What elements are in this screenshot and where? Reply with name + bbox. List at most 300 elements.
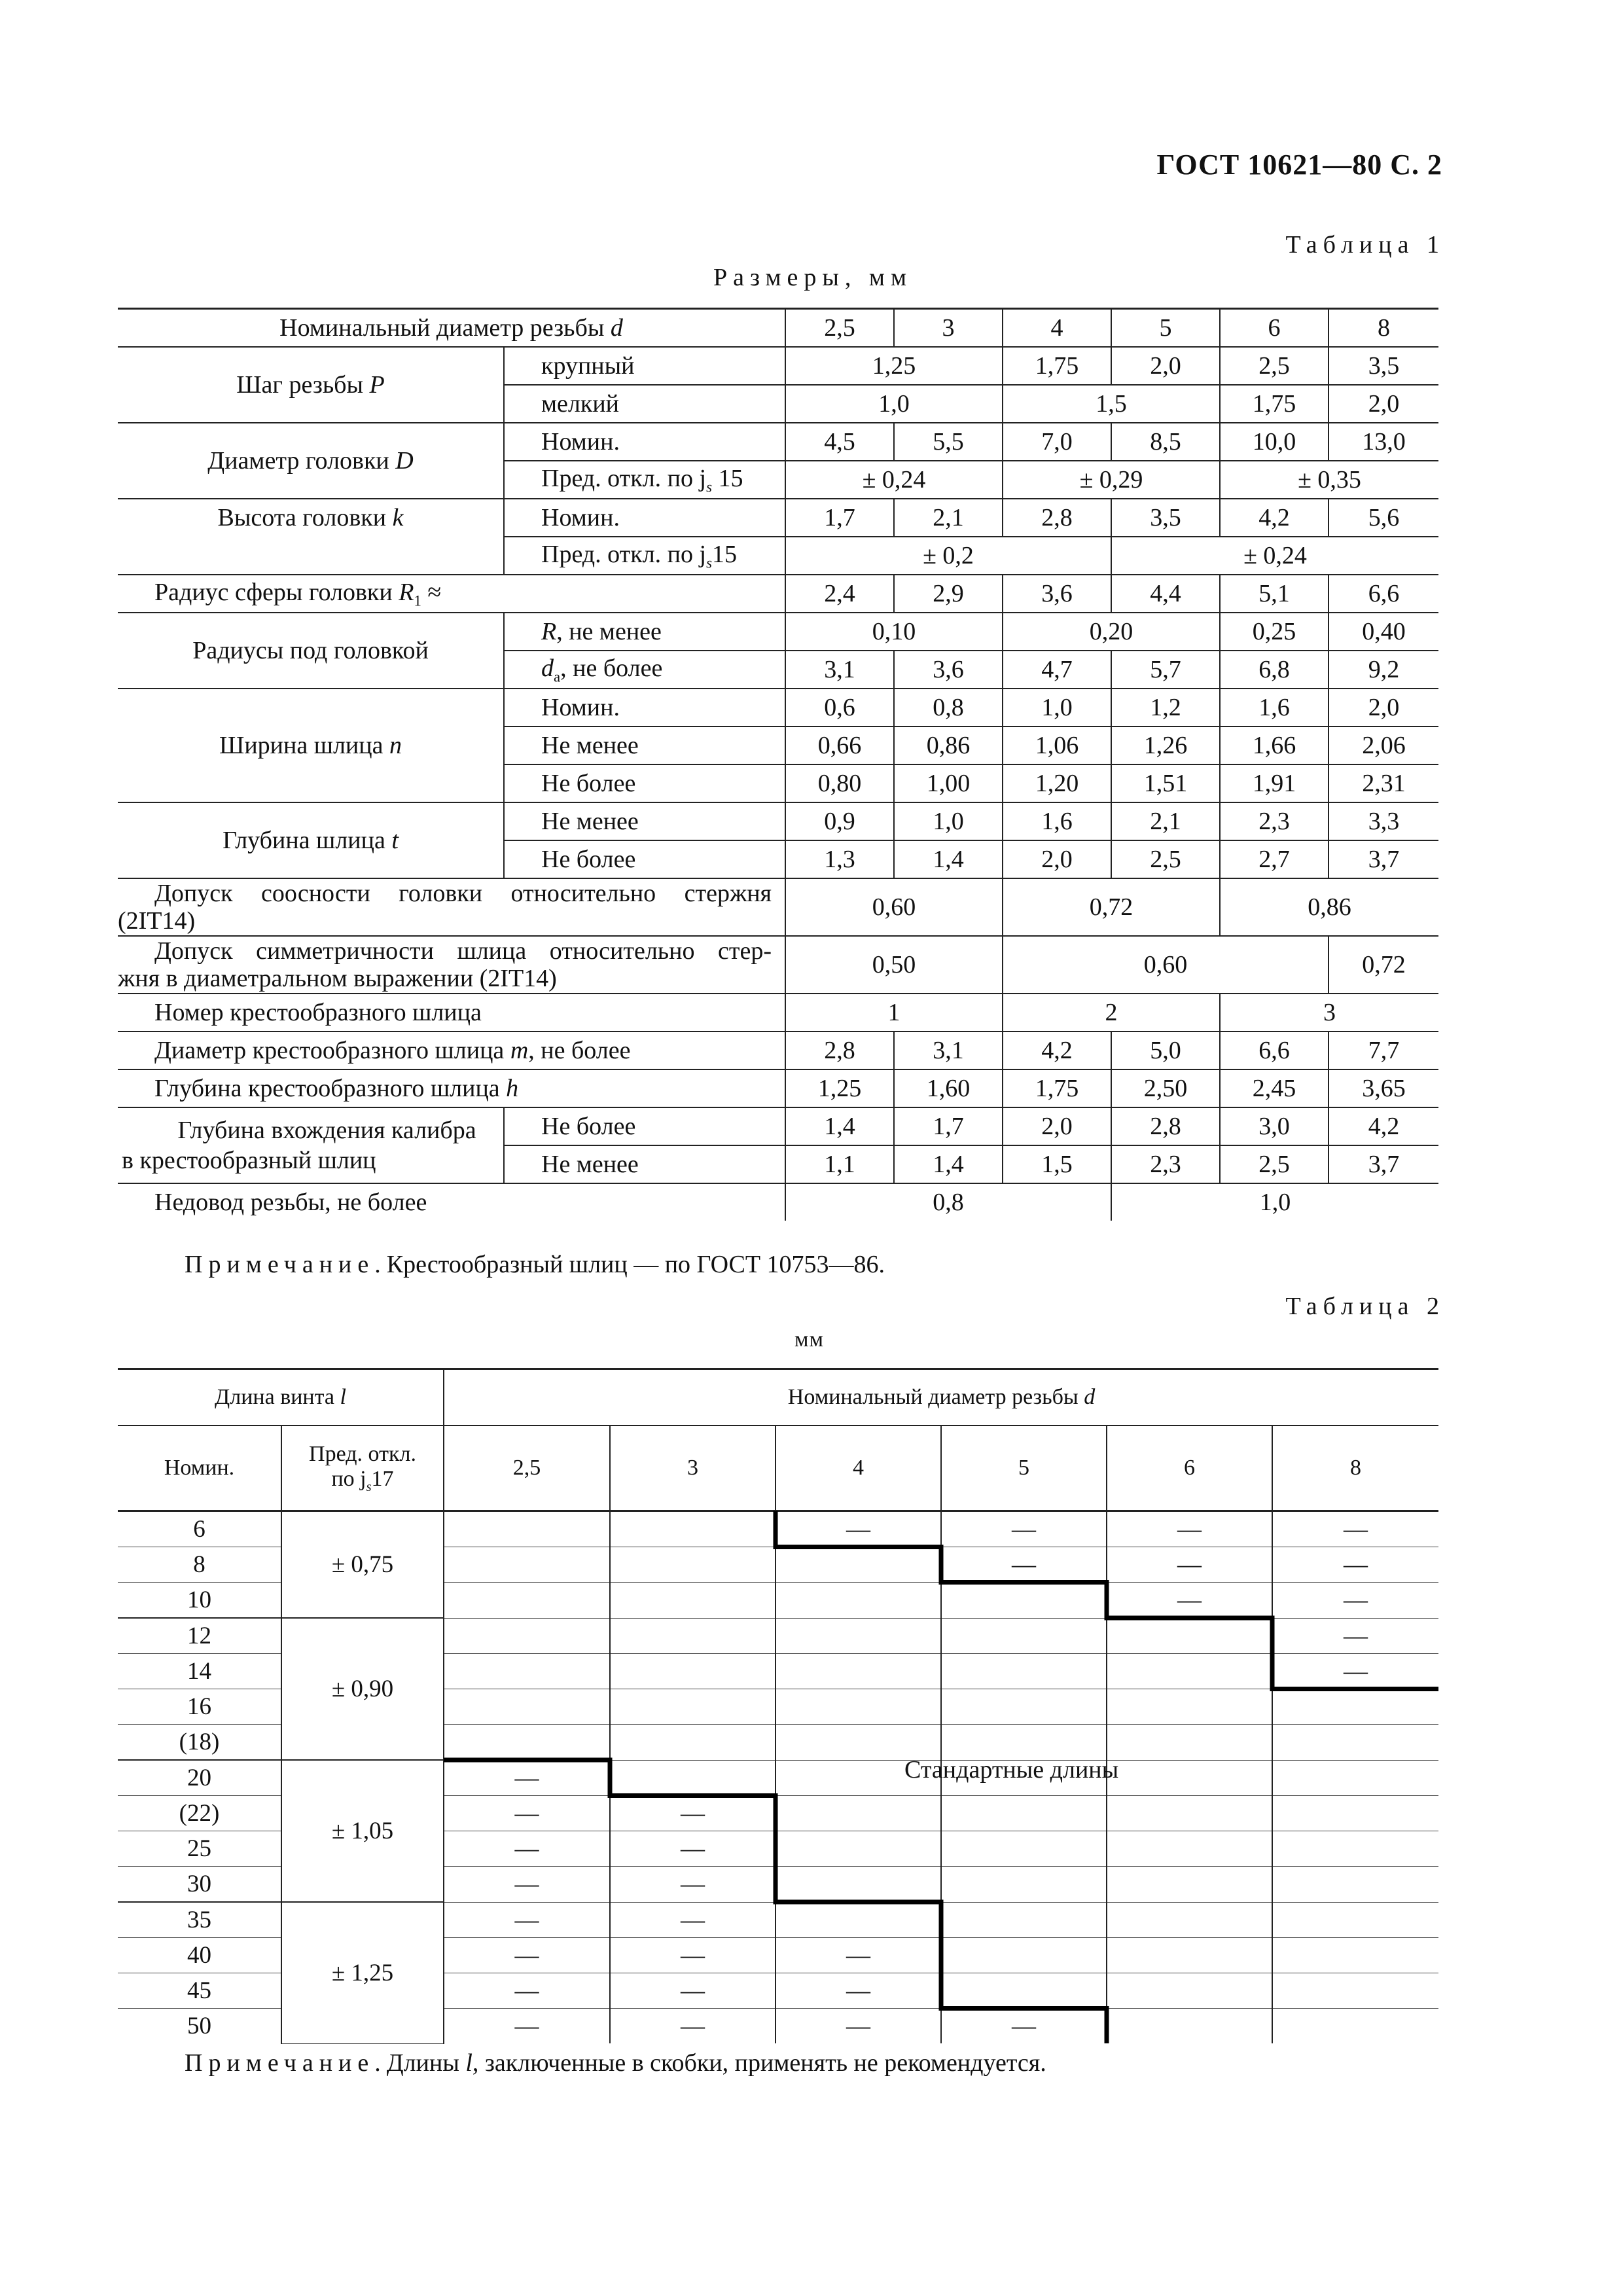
value-cell: 2,50 [1111,1069,1220,1107]
length-availability-cell [776,1547,941,1583]
gauge-depth-max-row [118,1107,1438,1145]
length-availability-cell [941,1511,1107,1547]
symmetry-label-line1: Допуск симметричности шлица относительно стер- [154,937,772,965]
coaxiality-row [118,878,1438,936]
value-cell: 2,1 [1111,802,1220,840]
length-availability-cell [776,1973,941,2009]
table-row [118,1902,1438,1938]
max-label: Не более [504,1107,785,1145]
value-cell: 2,45 [1220,1069,1329,1107]
max-label: Не более [504,840,785,878]
length-availability-cell [1272,1583,1438,1619]
cross-slot-depth-row [118,1069,1438,1107]
value-cell: 1,75 [1220,385,1329,423]
length-nom-cell: 12 [118,1618,281,1654]
length-availability-cell [1107,1725,1272,1761]
value-cell: 3,7 [1329,840,1438,878]
length-availability-cell [1272,1618,1438,1654]
value-cell: 1,75 [1003,1069,1111,1107]
diameter-cell: 3 [894,309,1003,348]
value-cell: 3 [1220,994,1438,1031]
under-head-label: Радиусы под головкой [118,613,504,689]
table2-body [118,1511,1438,2044]
gauge-depth-label-line2: в крестообразный шлиц [122,1147,376,1174]
length-availability-cell [1107,1689,1272,1725]
value-cell: 0,8 [785,1183,1111,1221]
length-availability-cell [610,1902,776,1938]
value-cell: 1,00 [894,764,1003,802]
length-availability-cell [1272,2009,1438,2044]
value-cell: 2,0 [1111,347,1220,385]
length-availability-cell [941,1583,1107,1619]
not-available-dash: — [681,1942,705,1969]
not-available-dash: — [1344,1587,1368,1614]
min-label: Не менее [504,1145,785,1183]
coaxiality-label [118,878,785,936]
value-cell: 3,1 [894,1031,1003,1069]
table2-units: мм [794,1327,825,1352]
length-availability-cell [776,1725,941,1761]
value-cell: 0,6 [785,689,894,726]
slot-depth-label: Глубина шлица t [118,802,504,878]
value-cell: 1,20 [1003,764,1111,802]
table2 [118,1368,1438,2044]
length-tolerance-cell: ± 1,05 [281,1760,444,1902]
value-cell: 1,6 [1003,802,1111,840]
value-cell: 4,7 [1003,651,1111,689]
value-cell: 1,4 [894,1145,1003,1183]
value-cell: 9,2 [1329,651,1438,689]
length-nom-cell: 10 [118,1583,281,1619]
value-cell: 2,5 [1220,347,1329,385]
r-label: R, не менее [504,613,785,651]
length-availability-cell [610,1583,776,1619]
value-cell: 4,2 [1329,1107,1438,1145]
value-cell: 3,1 [785,651,894,689]
pitch-coarse-label: крупный [504,347,785,385]
length-nom-cell: 14 [118,1654,281,1689]
length-availability-cell [1272,1725,1438,1761]
head-diameter-label: Диаметр головки D [118,423,504,499]
value-cell: 5,5 [894,423,1003,461]
not-available-dash: — [846,1977,870,2004]
length-nom-cell: 16 [118,1689,281,1725]
value-cell: 5,6 [1329,499,1438,537]
value-cell: 1,4 [894,840,1003,878]
length-availability-cell [1107,1902,1272,1938]
value-cell: 2,8 [1111,1107,1220,1145]
value-cell: ± 0,24 [785,461,1003,499]
value-cell: 0,60 [1003,936,1329,994]
min-label: Не менее [504,726,785,764]
length-availability-cell [1272,1654,1438,1689]
not-available-dash: — [514,1871,539,1898]
length-nom-cell: 25 [118,1831,281,1867]
value-cell: 2,7 [1220,840,1329,878]
length-availability-cell [1107,1831,1272,1867]
length-availability-cell [941,1902,1107,1938]
value-cell: ± 0,35 [1220,461,1438,499]
not-available-dash: — [681,2013,705,2039]
table1-units: Размеры, мм [713,264,913,291]
length-nom-cell: 6 [118,1511,281,1547]
value-cell: 4,4 [1111,575,1220,613]
length-availability-cell [1272,1902,1438,1938]
value-cell: 1,0 [785,385,1003,423]
length-availability-cell [941,1618,1107,1654]
head-height-label: Высота головки k [118,499,504,575]
value-cell: 2,06 [1329,726,1438,764]
value-cell: 1,3 [785,840,894,878]
length-availability-cell [1107,1973,1272,2009]
value-cell: 1,7 [894,1107,1003,1145]
length-availability-cell [444,1938,610,1973]
table2-header-row-1 [118,1369,1438,1426]
sphere-radius-label: Радиус сферы головки $R_1$ ≈ [118,575,785,613]
value-cell: 7,0 [1003,423,1111,461]
value-cell: 0,8 [894,689,1003,726]
value-cell: 3,6 [1003,575,1111,613]
length-availability-cell [776,1831,941,1867]
length-availability-cell [444,1902,610,1938]
value-cell: 3,65 [1329,1069,1438,1107]
cross-slot-number-label: Номер крестообразного шлица [118,994,785,1031]
length-availability-cell [610,1689,776,1725]
length-tolerance-cell: ± 0,75 [281,1511,444,1619]
table-row [118,1760,1438,1796]
tol-label: Пред. откл. по $j_s$ 15 [504,461,785,499]
diameter-cell: 8 [1272,1426,1438,1511]
not-available-dash: — [1344,1658,1368,1685]
value-cell: 7,7 [1329,1031,1438,1069]
pitch-coarse-row [118,347,1438,385]
value-cell: 6,6 [1329,575,1438,613]
length-nom-cell: 30 [118,1867,281,1903]
value-cell: 1,5 [1003,1145,1111,1183]
table2-note [185,2049,1046,2077]
head-diameter-nom-row [118,423,1438,461]
gauge-depth-label [118,1107,504,1183]
value-cell: 2,0 [1329,385,1438,423]
length-availability-cell [941,1654,1107,1689]
value-cell: 5,7 [1111,651,1220,689]
length-availability-cell [444,1867,610,1903]
value-cell: 1,5 [1003,385,1220,423]
length-availability-cell [444,1654,610,1689]
length-availability-cell [941,1547,1107,1583]
length-availability-cell [776,1618,941,1654]
length-availability-cell [610,1867,776,1903]
value-cell: 6,6 [1220,1031,1329,1069]
length-nom-cell: 8 [118,1547,281,1583]
nom-header: Номин. [118,1426,281,1511]
not-available-dash: — [1344,1551,1368,1578]
value-cell: 1,91 [1220,764,1329,802]
value-cell: 1,51 [1111,764,1220,802]
length-availability-cell [776,1902,941,1938]
length-availability-cell [610,1831,776,1867]
not-available-dash: — [1344,1516,1368,1543]
length-availability-cell [1272,1867,1438,1903]
not-available-dash: — [681,1906,705,1933]
value-cell: 2,3 [1220,802,1329,840]
value-cell: ± 0,24 [1111,537,1438,575]
length-availability-cell [1272,1796,1438,1831]
length-availability-cell [776,1511,941,1547]
value-cell: 3,3 [1329,802,1438,840]
length-availability-cell [1107,1867,1272,1903]
length-availability-cell [776,1867,941,1903]
value-cell: 2,8 [785,1031,894,1069]
length-availability-cell [610,1796,776,1831]
value-cell: 3,5 [1111,499,1220,537]
cross-slot-diameter-label: Диаметр крестообразного шлица m, не более [118,1031,785,1069]
value-cell: 1,1 [785,1145,894,1183]
length-header: Длина винта l [118,1369,444,1426]
value-cell: 1,0 [1111,1183,1438,1221]
length-availability-cell [941,2009,1107,2044]
sphere-radius-row [118,575,1438,613]
length-availability-cell [1272,1760,1438,1796]
length-availability-cell [941,1796,1107,1831]
not-available-dash: — [681,1977,705,2004]
length-availability-cell [776,1938,941,1973]
length-availability-cell [776,1583,941,1619]
not-available-dash: — [846,1516,870,1543]
length-availability-cell [610,1654,776,1689]
length-nom-cell: 20 [118,1760,281,1796]
standard-lengths-label: Стандартные длины [904,1756,1119,1784]
diameter-cell: 4 [776,1426,941,1511]
length-nom-cell: 50 [187,2013,211,2039]
length-availability-cell [610,2009,776,2044]
value-cell: 3,7 [1329,1145,1438,1183]
nom-label: Номин. [504,689,785,726]
length-availability-cell [1107,1796,1272,1831]
value-cell: 2,3 [1111,1145,1220,1183]
length-availability-cell [444,1618,610,1654]
length-availability-cell [776,1654,941,1689]
not-available-dash: — [681,1800,705,1827]
length-availability-cell [444,1760,610,1796]
value-cell: 1,60 [894,1069,1003,1107]
value-cell: 2,5 [1111,840,1220,878]
length-availability-cell [1107,1654,1272,1689]
value-cell: 6,8 [1220,651,1329,689]
not-available-dash: — [681,1835,705,1862]
symmetry-label-line2: жня в диаметральном выражении (2IT14) [118,965,557,992]
slot-depth-min-row [118,802,1438,840]
length-availability-cell [1272,1831,1438,1867]
value-cell: 1,6 [1220,689,1329,726]
diameter-cell: 8 [1329,309,1438,348]
length-availability-cell [1107,1760,1272,1796]
symmetry-label [118,936,785,994]
undercut-label: Недовод резьбы, не более [154,1189,427,1216]
value-cell: 2,0 [1003,840,1111,878]
gauge-depth-label-line1: Глубина вхождения калибра [177,1117,476,1144]
length-availability-cell [444,1796,610,1831]
diameter-cell: 5 [941,1426,1107,1511]
not-available-dash: — [1344,1622,1368,1649]
diameter-cell: 5 [1111,309,1220,348]
note-prefix: Примечание. [185,2049,387,2077]
table-row [118,1511,1438,1547]
diameter-cell: 2,5 [444,1426,610,1511]
value-cell: 1,7 [785,499,894,537]
length-availability-cell [444,1547,610,1583]
value-cell: 3,0 [1220,1107,1329,1145]
value-cell: ± 0,29 [1003,461,1220,499]
value-cell: 1,66 [1220,726,1329,764]
length-availability-cell [776,1689,941,1725]
value-cell: 0,72 [1003,878,1220,936]
length-nom-cell: 40 [118,1938,281,1973]
length-nom-cell: (18) [118,1725,281,1761]
symmetry-row [118,936,1438,994]
under-head-r-row [118,613,1438,651]
diameter-header: Номинальный диаметр резьбы d [444,1369,1438,1426]
value-cell: 0,86 [1220,878,1438,936]
value-cell: ± 0,2 [785,537,1111,575]
value-cell: 3,5 [1329,347,1438,385]
diameter-cell: 6 [1107,1426,1272,1511]
table1-header-row [118,309,1438,348]
table1 [118,308,1438,1221]
value-cell: 2,8 [1003,499,1111,537]
length-availability-cell [1272,1973,1438,2009]
length-availability-cell [1272,1938,1438,1973]
not-available-dash: — [514,1977,539,2004]
tol-header [281,1426,444,1511]
coaxiality-label-line1: Допуск соосности головки относительно стержня [154,880,772,907]
value-cell: 1 [785,994,1003,1031]
length-tolerance-cell: ± 1,25 [281,1902,444,2043]
not-available-dash: — [681,1871,705,1898]
tol-label: Пред. откл. по $j_s15$ [504,537,785,575]
max-label: Не более [504,764,785,802]
value-cell: 1,25 [785,1069,894,1107]
length-availability-cell [776,2009,941,2044]
length-availability-cell [610,1725,776,1761]
not-available-dash: — [1177,1516,1202,1543]
value-cell: 0,10 [785,613,1003,651]
length-nom-cell: 45 [118,1973,281,2009]
value-cell: 0,60 [785,878,1003,936]
length-availability-cell [1107,1583,1272,1619]
not-available-dash: — [514,2013,539,2039]
length-availability-cell [610,1511,776,1547]
table1-note [185,1250,885,1279]
length-availability-cell [610,1760,776,1796]
length-availability-cell [1272,1511,1438,1547]
length-availability-cell [444,1725,610,1761]
value-cell: 10,0 [1220,423,1329,461]
diameter-cell: 6 [1220,309,1329,348]
value-cell: 2,5 [1220,1145,1329,1183]
length-availability-cell [444,1583,610,1619]
not-available-dash: — [514,1942,539,1969]
cross-slot-depth-label: Глубина крестообразного шлица h [118,1069,785,1107]
length-availability-cell [610,1973,776,2009]
value-cell: 5,1 [1220,575,1329,613]
diameter-cell: 4 [1003,309,1111,348]
cross-slot-diameter-row [118,1031,1438,1069]
length-availability-cell [1107,1547,1272,1583]
length-availability-cell [610,1618,776,1654]
length-availability-cell [1107,1511,1272,1547]
page-header: ГОСТ 10621—80 С. 2 [1156,149,1442,181]
value-cell: 2 [1003,994,1220,1031]
length-availability-cell [1107,1618,1272,1654]
da-label: $d_a$, не более [504,651,785,689]
value-cell: 0,25 [1220,613,1329,651]
value-cell: 13,0 [1329,423,1438,461]
value-cell: 1,0 [1003,689,1111,726]
value-cell: 2,31 [1329,764,1438,802]
value-cell: 0,86 [894,726,1003,764]
not-available-dash: — [1177,1587,1202,1614]
nom-label: Номин. [504,499,785,537]
value-cell: 2,0 [1003,1107,1111,1145]
value-cell: 4,5 [785,423,894,461]
length-availability-cell [941,1867,1107,1903]
note-prefix: Примечание. [185,1251,387,1278]
value-cell: 1,06 [1003,726,1111,764]
not-available-dash: — [1012,2013,1036,2039]
length-availability-cell [610,1547,776,1583]
length-availability-cell [610,1938,776,1973]
length-availability-cell [941,1973,1107,2009]
tol-header-line2: по $j_s17$ [331,1466,394,1494]
length-availability-cell [941,1689,1107,1725]
value-cell: 4,2 [1003,1031,1111,1069]
coaxiality-label-line2: (2IT14) [118,907,196,935]
length-availability-cell [941,1938,1107,1973]
length-availability-cell [444,1511,610,1547]
note-text: Крестообразный шлиц — по ГОСТ 10753—86. [386,1251,885,1278]
length-availability-cell [776,1796,941,1831]
value-cell: 0,9 [785,802,894,840]
not-available-dash: — [846,1942,870,1969]
value-cell: 0,80 [785,764,894,802]
value-cell: 4,2 [1220,499,1329,537]
length-availability-cell [444,2009,610,2044]
value-cell: 0,50 [785,936,1003,994]
pitch-label: Шаг резьбы P [118,347,504,423]
value-cell: 1,75 [1003,347,1111,385]
cross-slot-number-row [118,994,1438,1031]
undercut-row [118,1183,1438,1221]
value-cell: 1,4 [785,1107,894,1145]
length-availability-cell [444,1689,610,1725]
value-cell: 5,0 [1111,1031,1220,1069]
value-cell: 3,6 [894,651,1003,689]
value-cell: 0,40 [1329,613,1438,651]
note-text: Длины l, заключенные в скобки, применять не рекомендуется. [386,2049,1046,2077]
value-cell: 1,0 [894,802,1003,840]
table2-caption: Таблица 2 [1285,1293,1445,1320]
not-available-dash: — [1012,1551,1036,1578]
diameter-header-label: Номинальный диаметр резьбы d [118,309,785,348]
nom-label: Номин. [504,423,785,461]
value-cell: 1,25 [785,347,1003,385]
length-availability-cell [1107,2009,1272,2044]
slot-width-nom-row [118,689,1438,726]
not-available-dash: — [514,1835,539,1862]
value-cell: 0,72 [1329,936,1438,994]
value-cell: 1,26 [1111,726,1220,764]
